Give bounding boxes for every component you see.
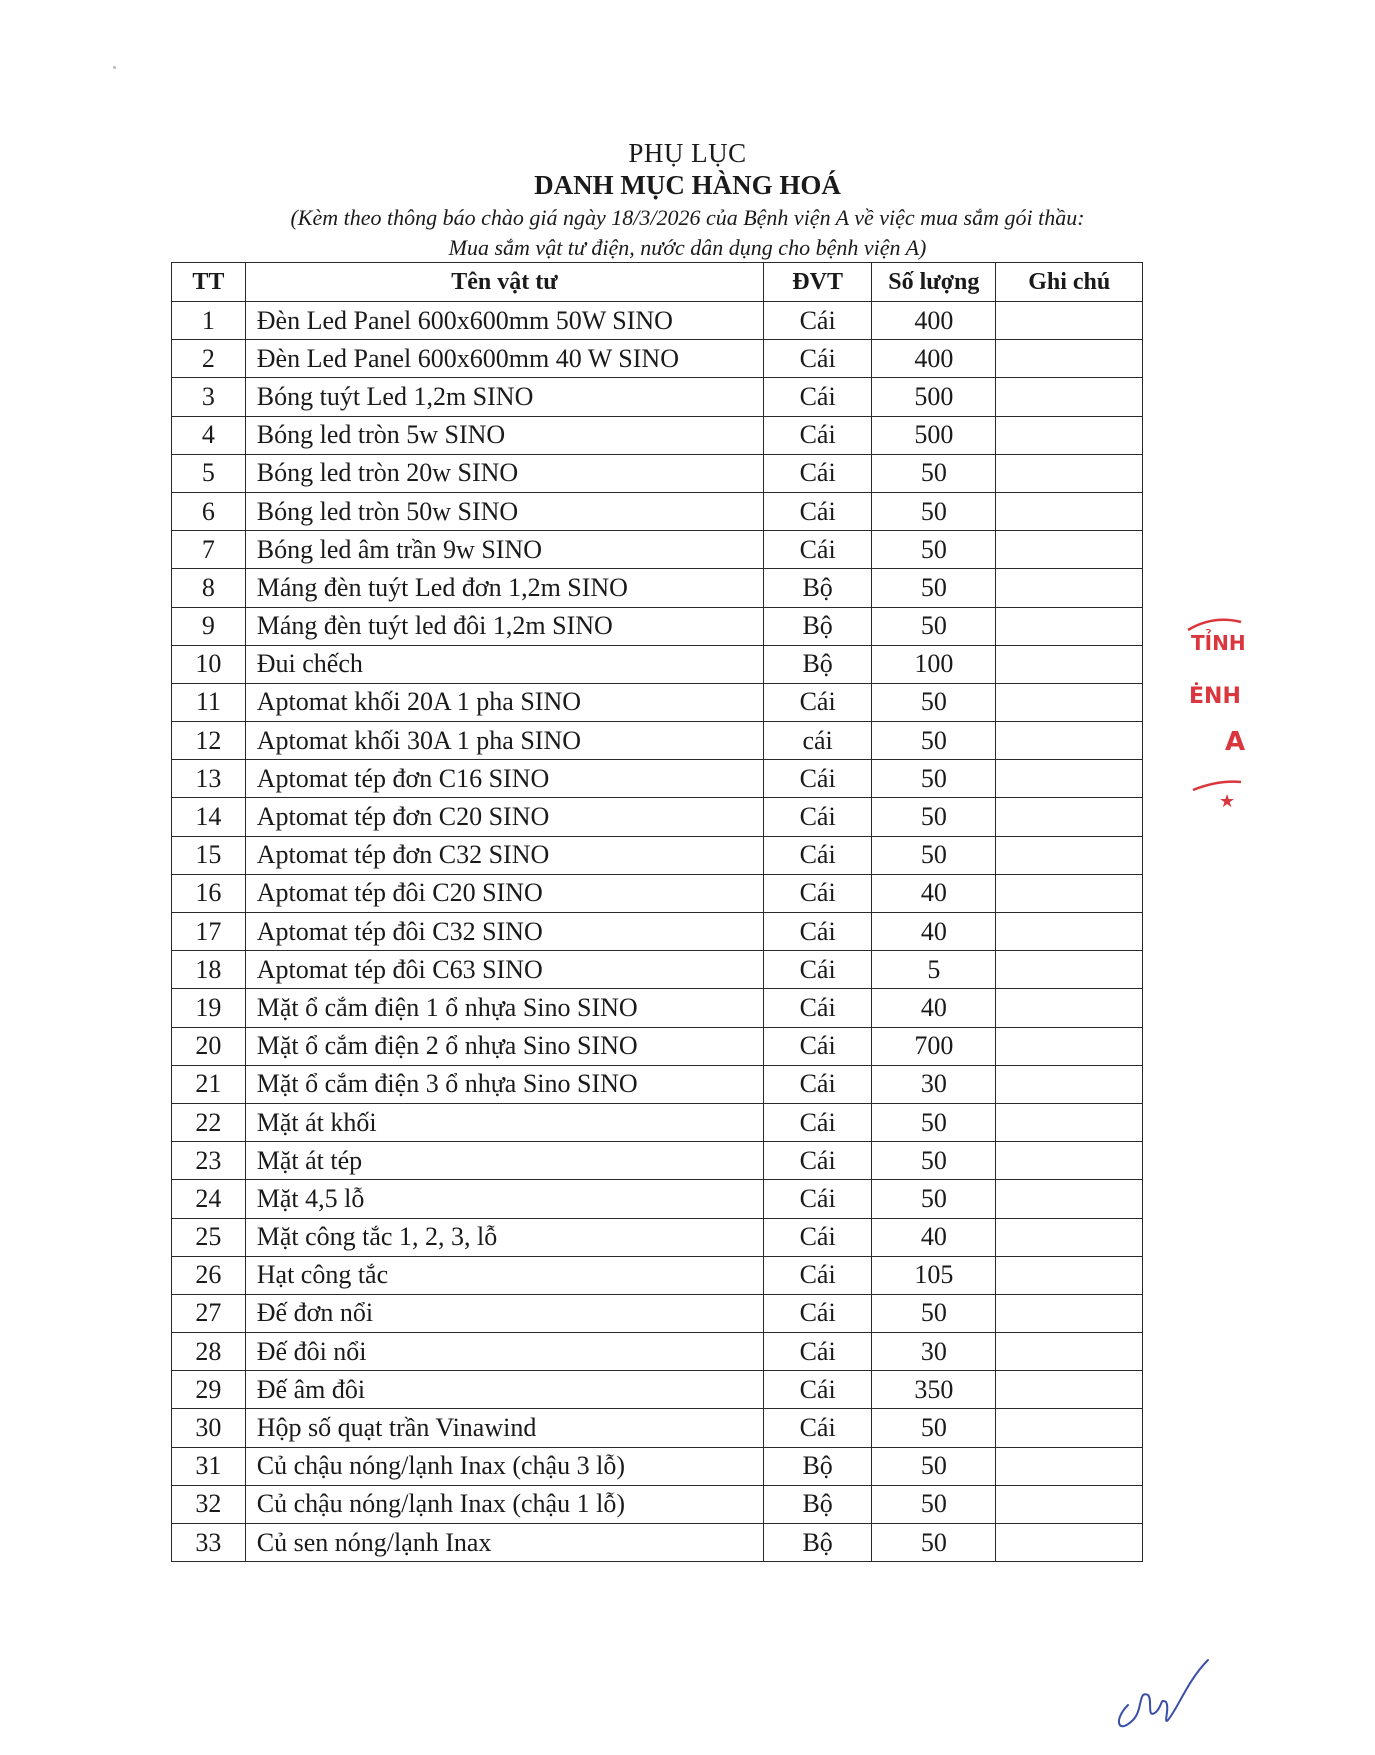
- row-quantity: 50: [872, 1524, 996, 1562]
- red-stamp: [1183, 610, 1246, 812]
- row-item-name: Mặt át tép: [245, 1142, 763, 1180]
- row-quantity: 40: [872, 1218, 996, 1256]
- table-row: [172, 760, 1143, 798]
- table-row: [172, 989, 1143, 1027]
- row-number: 26: [172, 1256, 246, 1294]
- row-item-name: Mặt ổ cắm điện 3 ổ nhựa Sino SINO: [245, 1065, 763, 1103]
- row-item-name: Hạt công tắc: [245, 1256, 763, 1294]
- row-item-name: Mặt át khối: [245, 1103, 763, 1141]
- row-item-name: Củ chậu nóng/lạnh Inax (chậu 1 lỗ): [245, 1485, 763, 1523]
- row-number: 1: [172, 302, 246, 340]
- table-row: [172, 951, 1143, 989]
- table-row: [172, 607, 1143, 645]
- row-note: [996, 722, 1143, 760]
- table-row: [172, 722, 1143, 760]
- row-number: 29: [172, 1371, 246, 1409]
- goods-list-title: DANH MỤC HÀNG HOÁ: [534, 170, 841, 200]
- table-row: [172, 1524, 1143, 1562]
- row-item-name: Bóng tuýt Led 1,2m SINO: [245, 378, 763, 416]
- table-row: [172, 645, 1143, 683]
- row-number: 25: [172, 1218, 246, 1256]
- row-note: [996, 951, 1143, 989]
- row-quantity: 700: [872, 1027, 996, 1065]
- row-item-name: Mặt công tắc 1, 2, 3, lỗ: [245, 1218, 763, 1256]
- row-number: 18: [172, 951, 246, 989]
- row-quantity: 105: [872, 1256, 996, 1294]
- row-number: 31: [172, 1447, 246, 1485]
- table-row: [172, 1256, 1143, 1294]
- row-item-name: Mặt ổ cắm điện 1 ổ nhựa Sino SINO: [245, 989, 763, 1027]
- row-number: 11: [172, 683, 246, 721]
- note-line-1: (Kèm theo thông báo chào giá ngày 18/3/2026 của Bệnh viện A về việc mua sắm gói thầu:: [290, 205, 1085, 230]
- row-number: 16: [172, 874, 246, 912]
- row-unit: Cái: [764, 683, 872, 721]
- row-unit: Cái: [764, 989, 872, 1027]
- table-row: [172, 1333, 1143, 1371]
- row-number: 12: [172, 722, 246, 760]
- row-number: 20: [172, 1027, 246, 1065]
- row-unit: Cái: [764, 416, 872, 454]
- row-quantity: 50: [872, 1409, 996, 1447]
- row-unit: Cái: [764, 874, 872, 912]
- row-unit: Cái: [764, 798, 872, 836]
- table-row: [172, 1180, 1143, 1218]
- table-row: [172, 302, 1143, 340]
- table-row: [172, 569, 1143, 607]
- row-quantity: 30: [872, 1333, 996, 1371]
- row-unit: Cái: [764, 760, 872, 798]
- row-unit: Cái: [764, 1333, 872, 1371]
- header-unit: ĐVT: [764, 263, 872, 302]
- row-number: 2: [172, 340, 246, 378]
- row-note: [996, 1027, 1143, 1065]
- row-unit: Cái: [764, 1065, 872, 1103]
- row-quantity: 50: [872, 492, 996, 530]
- row-quantity: 50: [872, 607, 996, 645]
- row-note: [996, 378, 1143, 416]
- row-unit: Bộ: [764, 569, 872, 607]
- row-number: 9: [172, 607, 246, 645]
- row-item-name: Mặt 4,5 lỗ: [245, 1180, 763, 1218]
- row-item-name: Đèn Led Panel 600x600mm 50W SINO: [245, 302, 763, 340]
- row-note: [996, 989, 1143, 1027]
- row-unit: Cái: [764, 1142, 872, 1180]
- row-number: 33: [172, 1524, 246, 1562]
- row-number: 19: [172, 989, 246, 1027]
- row-note: [996, 1142, 1143, 1180]
- row-unit: cái: [764, 722, 872, 760]
- row-note: [996, 569, 1143, 607]
- row-note: [996, 1447, 1143, 1485]
- table-row: [172, 683, 1143, 721]
- row-unit: Cái: [764, 340, 872, 378]
- row-note: [996, 1371, 1143, 1409]
- row-item-name: Đèn Led Panel 600x600mm 40 W SINO: [245, 340, 763, 378]
- row-unit: Cái: [764, 1256, 872, 1294]
- row-unit: Bộ: [764, 645, 872, 683]
- row-note: [996, 836, 1143, 874]
- row-note: [996, 531, 1143, 569]
- table-header-row: [172, 263, 1143, 302]
- row-note: [996, 1180, 1143, 1218]
- row-quantity: 400: [872, 302, 996, 340]
- signature: [1108, 1650, 1218, 1730]
- row-unit: Cái: [764, 836, 872, 874]
- row-quantity: 50: [872, 722, 996, 760]
- table-row: [172, 1142, 1143, 1180]
- row-item-name: Củ sen nóng/lạnh Inax: [245, 1524, 763, 1562]
- row-quantity: 50: [872, 569, 996, 607]
- row-quantity: 50: [872, 1447, 996, 1485]
- row-quantity: 50: [872, 1180, 996, 1218]
- row-note: [996, 1333, 1143, 1371]
- svg-text:ĖNH: ĖNH: [1189, 684, 1241, 709]
- row-quantity: 400: [872, 340, 996, 378]
- row-note: [996, 683, 1143, 721]
- table-row: [172, 531, 1143, 569]
- row-note: [996, 1524, 1143, 1562]
- row-quantity: 50: [872, 798, 996, 836]
- row-unit: Cái: [764, 1103, 872, 1141]
- row-quantity: 40: [872, 913, 996, 951]
- row-number: 3: [172, 378, 246, 416]
- header-note: Ghi chú: [996, 263, 1143, 302]
- row-number: 27: [172, 1294, 246, 1332]
- row-item-name: Aptomat khối 20A 1 pha SINO: [245, 683, 763, 721]
- row-item-name: Aptomat tép đơn C20 SINO: [245, 798, 763, 836]
- row-note: [996, 454, 1143, 492]
- row-number: 17: [172, 913, 246, 951]
- row-quantity: 50: [872, 760, 996, 798]
- row-note: [996, 607, 1143, 645]
- row-unit: Bộ: [764, 1485, 872, 1523]
- row-unit: Cái: [764, 1027, 872, 1065]
- svg-text:★: ★: [1219, 791, 1236, 812]
- goods-table: [171, 262, 1143, 1562]
- row-item-name: Củ chậu nóng/lạnh Inax (chậu 3 lỗ): [245, 1447, 763, 1485]
- row-note: [996, 798, 1143, 836]
- table-row: [172, 1065, 1143, 1103]
- table-row: [172, 1027, 1143, 1065]
- row-number: 30: [172, 1409, 246, 1447]
- row-number: 14: [172, 798, 246, 836]
- row-unit: Cái: [764, 302, 872, 340]
- table-row: [172, 913, 1143, 951]
- header-name: Tên vật tư: [245, 263, 763, 302]
- row-quantity: 5: [872, 951, 996, 989]
- row-item-name: Aptomat tép đôi C32 SINO: [245, 913, 763, 951]
- appendix-title: PHỤ LỤC: [628, 138, 747, 168]
- table-row: [172, 1371, 1143, 1409]
- row-item-name: Bóng led tròn 20w SINO: [245, 454, 763, 492]
- table-row: [172, 340, 1143, 378]
- row-note: [996, 913, 1143, 951]
- row-quantity: 50: [872, 683, 996, 721]
- header-qty: Số lượng: [872, 263, 996, 302]
- note-line-2: Mua sắm vật tư điện, nước dân dụng cho bệnh viện A): [448, 235, 927, 260]
- row-note: [996, 302, 1143, 340]
- row-quantity: 50: [872, 1294, 996, 1332]
- row-unit: Cái: [764, 951, 872, 989]
- row-unit: Cái: [764, 1294, 872, 1332]
- row-unit: Cái: [764, 492, 872, 530]
- row-item-name: Bóng led tròn 50w SINO: [245, 492, 763, 530]
- row-quantity: 50: [872, 454, 996, 492]
- row-number: 5: [172, 454, 246, 492]
- row-note: [996, 1218, 1143, 1256]
- table-row: [172, 798, 1143, 836]
- row-unit: Cái: [764, 1218, 872, 1256]
- row-unit: Bộ: [764, 607, 872, 645]
- row-quantity: 500: [872, 378, 996, 416]
- table-row: [172, 1447, 1143, 1485]
- table-row: [172, 1218, 1143, 1256]
- row-quantity: 40: [872, 874, 996, 912]
- header-tt: TT: [172, 263, 246, 302]
- row-note: [996, 760, 1143, 798]
- row-unit: Cái: [764, 531, 872, 569]
- row-number: 7: [172, 531, 246, 569]
- table-row: [172, 492, 1143, 530]
- row-unit: Bộ: [764, 1524, 872, 1562]
- row-quantity: 350: [872, 1371, 996, 1409]
- row-note: [996, 874, 1143, 912]
- row-note: [996, 1103, 1143, 1141]
- row-number: 32: [172, 1485, 246, 1523]
- row-quantity: 50: [872, 531, 996, 569]
- row-number: 23: [172, 1142, 246, 1180]
- row-number: 8: [172, 569, 246, 607]
- row-quantity: 500: [872, 416, 996, 454]
- row-number: 15: [172, 836, 246, 874]
- table-row: [172, 1103, 1143, 1141]
- row-quantity: 50: [872, 1103, 996, 1141]
- row-item-name: Aptomat tép đơn C16 SINO: [245, 760, 763, 798]
- row-item-name: Bóng led tròn 5w SINO: [245, 416, 763, 454]
- row-item-name: Đui chếch: [245, 645, 763, 683]
- scan-speck: [113, 66, 116, 69]
- row-quantity: 30: [872, 1065, 996, 1103]
- table-row: [172, 1485, 1143, 1523]
- row-unit: Cái: [764, 1180, 872, 1218]
- svg-text:A: A: [1225, 727, 1246, 757]
- row-number: 21: [172, 1065, 246, 1103]
- row-number: 4: [172, 416, 246, 454]
- row-number: 28: [172, 1333, 246, 1371]
- svg-text:TỈNH: TỈNH: [1191, 631, 1246, 655]
- row-item-name: Đế âm đôi: [245, 1371, 763, 1409]
- row-item-name: Aptomat tép đôi C20 SINO: [245, 874, 763, 912]
- row-note: [996, 1485, 1143, 1523]
- row-unit: Bộ: [764, 1447, 872, 1485]
- row-number: 13: [172, 760, 246, 798]
- table-row: [172, 836, 1143, 874]
- row-number: 6: [172, 492, 246, 530]
- row-number: 22: [172, 1103, 246, 1141]
- row-item-name: Hộp số quạt trần Vinawind: [245, 1409, 763, 1447]
- row-quantity: 100: [872, 645, 996, 683]
- row-item-name: Máng đèn tuýt led đôi 1,2m SINO: [245, 607, 763, 645]
- row-note: [996, 340, 1143, 378]
- row-unit: Cái: [764, 1371, 872, 1409]
- row-note: [996, 1256, 1143, 1294]
- table-row: [172, 378, 1143, 416]
- row-note: [996, 416, 1143, 454]
- table-row: [172, 416, 1143, 454]
- row-quantity: 50: [872, 1142, 996, 1180]
- row-note: [996, 1409, 1143, 1447]
- table-row: [172, 454, 1143, 492]
- row-unit: Cái: [764, 378, 872, 416]
- row-item-name: Mặt ổ cắm điện 2 ổ nhựa Sino SINO: [245, 1027, 763, 1065]
- row-number: 10: [172, 645, 246, 683]
- row-note: [996, 645, 1143, 683]
- row-note: [996, 1065, 1143, 1103]
- table-row: [172, 1409, 1143, 1447]
- row-unit: Cái: [764, 913, 872, 951]
- row-note: [996, 492, 1143, 530]
- row-item-name: Aptomat tép đơn C32 SINO: [245, 836, 763, 874]
- table-row: [172, 874, 1143, 912]
- row-note: [996, 1294, 1143, 1332]
- row-quantity: 40: [872, 989, 996, 1027]
- row-item-name: Đế đôi nổi: [245, 1333, 763, 1371]
- row-item-name: Máng đèn tuýt Led đơn 1,2m SINO: [245, 569, 763, 607]
- row-item-name: Aptomat khối 30A 1 pha SINO: [245, 722, 763, 760]
- table-row: [172, 1294, 1143, 1332]
- row-number: 24: [172, 1180, 246, 1218]
- row-item-name: Aptomat tép đôi C63 SINO: [245, 951, 763, 989]
- row-item-name: Đế đơn nổi: [245, 1294, 763, 1332]
- row-quantity: 50: [872, 1485, 996, 1523]
- row-unit: Cái: [764, 454, 872, 492]
- row-item-name: Bóng led âm trần 9w SINO: [245, 531, 763, 569]
- row-unit: Cái: [764, 1409, 872, 1447]
- row-quantity: 50: [872, 836, 996, 874]
